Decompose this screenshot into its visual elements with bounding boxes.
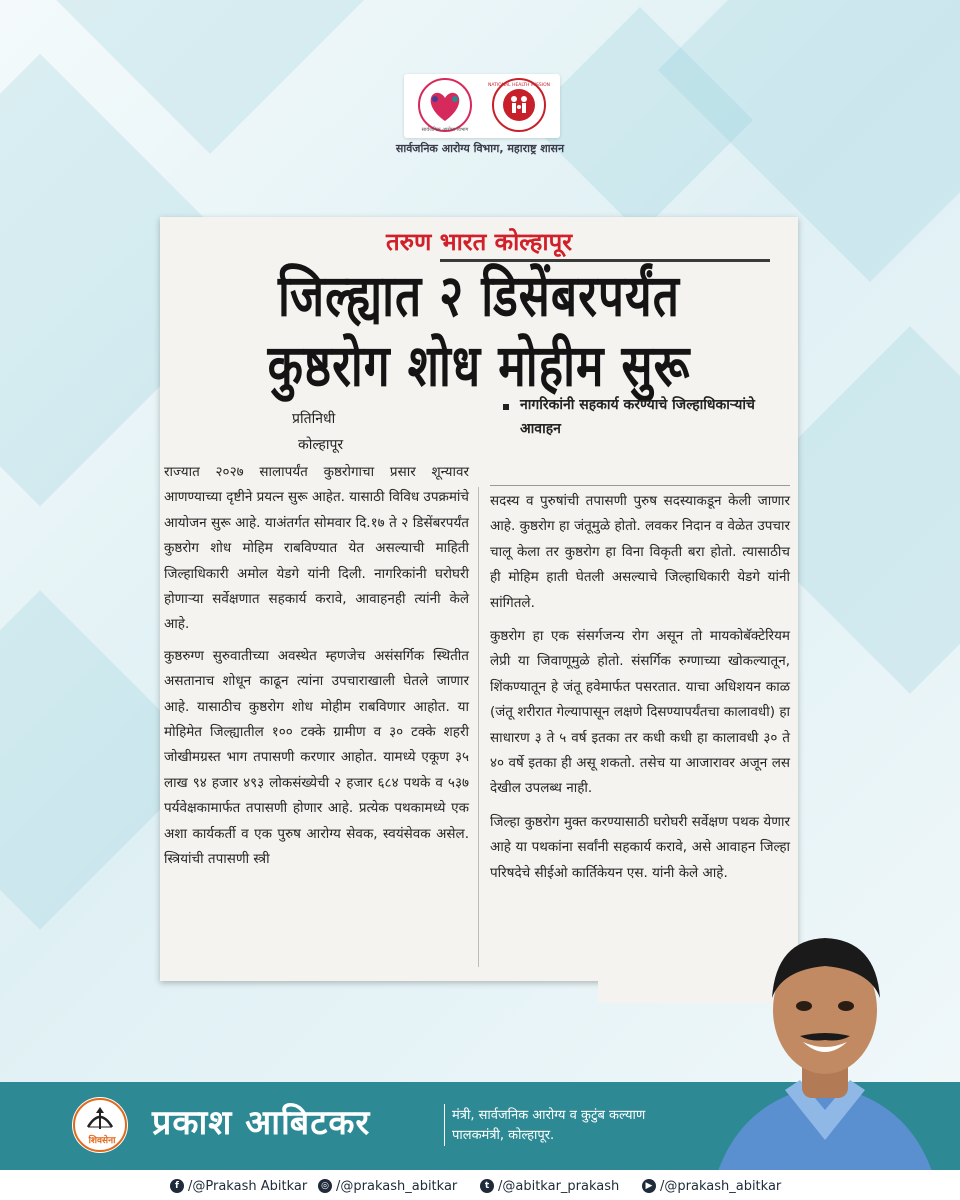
column-divider	[478, 487, 479, 967]
nhm-logo	[487, 77, 551, 135]
newspaper-clipping	[160, 217, 798, 981]
byline-reporter: प्रतिनिधी	[292, 411, 336, 427]
article-right-column	[490, 489, 790, 886]
public-health-logo	[413, 77, 477, 135]
subheadline: नागरिकांनी सहकार्य करण्याचे जिल्हाधिकाऱ्यांचे आवाहन	[520, 397, 755, 437]
party-name: शिवसेना	[88, 1136, 116, 1146]
article-paragraph: कुष्ठरुग्ण सुरुवातीच्या अवस्थेत म्हणजेच असंसर्गिक स्थितीत असतानाच शोधून काढून त्यांना उपचाराखाली घेतले जाणार आहे. यासाठीच कुष्ठरोग शोध मोहीम राबविणार आहोत. या मोहिमेत जिल्ह्यातील १०० टक्के ग्रामीण व ३० टक्के शहरी जोखीमग्रस्त भाग तपासणी करणार आहोत. यामध्ये एकूण ३५ लाख ९४ हजार ४९३ लोकसंख्येची २ हजार ६८४ पथके व ५३७ पर्यवेक्षकामार्फत तपासणी होणार आहे. प्रत्येक पथकामध्ये एक अशा कार्यकर्ती व एक पुरुष आरोग्य सेवक, स्वयंसेवक असेल. स्त्रियांची तपासणी स्त्री	[164, 647, 469, 868]
social-twitter[interactable]	[480, 1176, 619, 1196]
facebook-icon: f	[170, 1179, 184, 1193]
department-caption: सार्वजनिक आरोग्य विभाग, महाराष्ट्र शासन	[395, 142, 565, 155]
social-facebook[interactable]	[170, 1176, 307, 1196]
article-paragraph: सदस्य व पुरुषांची तपासणी पुरुष सदस्याकडून केली जाणार आहे. कुष्ठरोग हा जंतूमुळे होतो. लवकर निदान व वेळेत उपचार चालू केला तर कुष्ठरोग हा विना विकृती बरा होतो. त्यासाठीच ही मोहिम हाती घेतली असल्याचे जिल्हाधिकारी येडगे यांनी सांगितले.	[490, 493, 790, 611]
headline-line-2: कुष्ठरोग शोध मोहीम सुरू	[267, 331, 691, 399]
minister-photo	[690, 890, 960, 1200]
article-paragraph: राज्यात २०२७ सालापर्यंत कुष्ठरोगाचा प्रसार शून्यावर आणण्याच्या दृष्टीने प्रयत्न सुरू आहेत. यासाठी विविध उपक्रमांचे आयोजन सुरू आहे. याअंतर्गत सोमवार दि.१७ ते २ डिसेंबरपर्यंत कुष्ठरोग शोध मोहिम राबविण्यात येत असल्याची माहिती जिल्हाधिकारी अमोल येडगे यांनी दिली. नागरिकांनी घरोघरी होणाऱ्या सर्वेक्षणात सहकार्य करावे, आवाहनही त्यांनी केले आहे.	[164, 464, 469, 633]
svg-text:NATIONAL HEALTH MISSION: NATIONAL HEALTH MISSION	[487, 83, 551, 88]
social-handle: /@Prakash Abitkar	[188, 1178, 308, 1194]
column-rule	[490, 485, 790, 486]
subhead-bullet	[503, 404, 509, 410]
twitter-icon: t	[480, 1179, 494, 1193]
social-youtube[interactable]	[642, 1176, 781, 1196]
headline-line-1: जिल्ह्यात २ डिसेंबरपर्यंत	[278, 261, 680, 329]
role-line-2: पालकमंत्री, कोल्हापूर.	[452, 1128, 555, 1143]
role-line-1: मंत्री, सार्वजनिक आरोग्य व कुटुंब कल्याण	[452, 1108, 646, 1123]
article-paragraph: जिल्हा कुष्ठरोग मुक्त करण्यासाठी घरोघरी सर्वेक्षण पथक येणार आहे या पथकांना सर्वांनी सहकार्य करावे, असे आवाहन जिल्हा परिषदेचे सीईओ कार्तिकेयन एस. यांनी केले आहे.	[490, 813, 790, 881]
role-text	[452, 1106, 645, 1146]
article-paragraph: कुष्ठरोग हा एक संसर्गजन्य रोग असून तो मायकोबॅक्टेरियम लेप्री या जिवाणूमुळे होतो. संसर्गिक रुग्णाच्या खोकल्यातून, शिंकण्यातून हे जंतू हवेमार्फत पसरतात. याचा अधिशयन काळ (जंतू शरीरात गेल्यापासून लक्षणे दिसण्यापर्यंतचा कालावधी) हा साधारण ३ ते ५ वर्ष इतका तर कधी कधी हा कालावधी ३० ते ४० वर्षे इतका ही असू शकतो. तसेच या आजारावर अजून लस देखील उपलब्ध नाही.	[490, 628, 790, 797]
svg-text:सार्वजनिक आरोग्य विभाग: सार्वजनिक आरोग्य विभाग	[421, 127, 469, 133]
social-handle: /@prakash_abitkar	[660, 1178, 782, 1194]
newspaper-masthead: तरुण भारत कोल्हापूर	[385, 227, 573, 256]
article-left-column	[164, 460, 469, 873]
social-handle: /@abitkar_prakash	[498, 1178, 620, 1194]
youtube-icon: ▶	[642, 1179, 656, 1193]
social-handle: /@prakash_abitkar	[336, 1178, 458, 1194]
instagram-icon: ◎	[318, 1179, 332, 1193]
byline-place: कोल्हापूर	[298, 437, 344, 453]
social-instagram[interactable]	[318, 1176, 457, 1196]
banner-divider	[444, 1104, 445, 1146]
logo-panel	[404, 74, 560, 138]
person-name: प्रकाश आबिटकर	[152, 1103, 371, 1143]
